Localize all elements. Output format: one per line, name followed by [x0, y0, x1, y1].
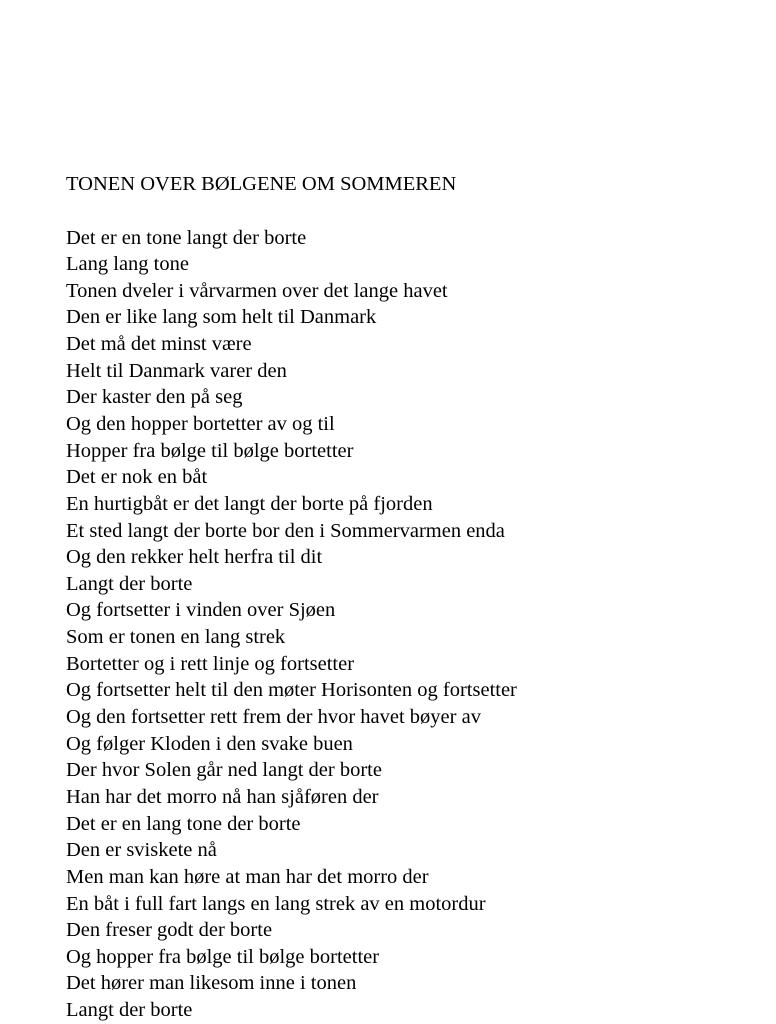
- poem-line: Lang lang tone: [66, 253, 189, 276]
- poem-line: Helt til Danmark varer den: [66, 359, 287, 382]
- poem-line: Langt der borte: [66, 572, 193, 595]
- poem-line: Det er nok en båt: [66, 466, 208, 489]
- poem-line: Bortetter og i rett linje og fortsetter: [66, 652, 355, 675]
- poem-line: Det er en tone langt der borte: [66, 226, 307, 249]
- poem-line: Hopper fra bølge til bølge bortetter: [66, 439, 354, 462]
- poem-line: En hurtigbåt er det langt der borte på fjorden: [66, 492, 433, 515]
- poem-line: Og fortsetter helt til den møter Horisonten og fortsetter: [66, 679, 517, 702]
- poem-line: Og følger Kloden i den svake buen: [66, 732, 353, 755]
- poem-line: Som er tonen en lang strek: [66, 626, 286, 649]
- poem-line: Den freser godt der borte: [66, 919, 273, 942]
- poem-line: En båt i full fart langs en lang strek av en motordur: [66, 892, 486, 915]
- poem-line: Det er en lang tone der borte: [66, 812, 301, 835]
- poem-line: Og den fortsetter rett frem der hvor havet bøyer av: [66, 706, 481, 729]
- poem-line: Og den hopper bortetter av og til: [66, 412, 335, 435]
- poem-line: Der kaster den på seg: [66, 386, 243, 409]
- poem-line: Langt der borte: [66, 999, 193, 1022]
- poem-line: Der hvor Solen går ned langt der borte: [66, 759, 382, 782]
- poem-line: Et sted langt der borte bor den i Sommervarmen enda: [66, 519, 505, 542]
- poem-line: Den er sviskete nå: [66, 839, 217, 862]
- poem-line: Og fortsetter i vinden over Sjøen: [66, 599, 336, 622]
- poem-line: Og den rekker helt herfra til dit: [66, 546, 323, 569]
- poem-line: Tonen dveler i vårvarmen over det lange havet: [66, 279, 448, 302]
- poem-line: Og hopper fra bølge til bølge bortetter: [66, 945, 380, 968]
- poem-line: Han har det morro nå han sjåføren der: [66, 785, 379, 808]
- poem-title: TONEN OVER BØLGENE OM SOMMEREN: [66, 173, 457, 195]
- poem-line: Den er like lang som helt til Danmark: [66, 306, 377, 329]
- poem-line: Det må det minst være: [66, 333, 252, 356]
- poem-body: [66, 225, 517, 1024]
- poem-line: Det hører man likesom inne i tonen: [66, 972, 357, 995]
- poem-line: Men man kan høre at man har det morro der: [66, 865, 429, 888]
